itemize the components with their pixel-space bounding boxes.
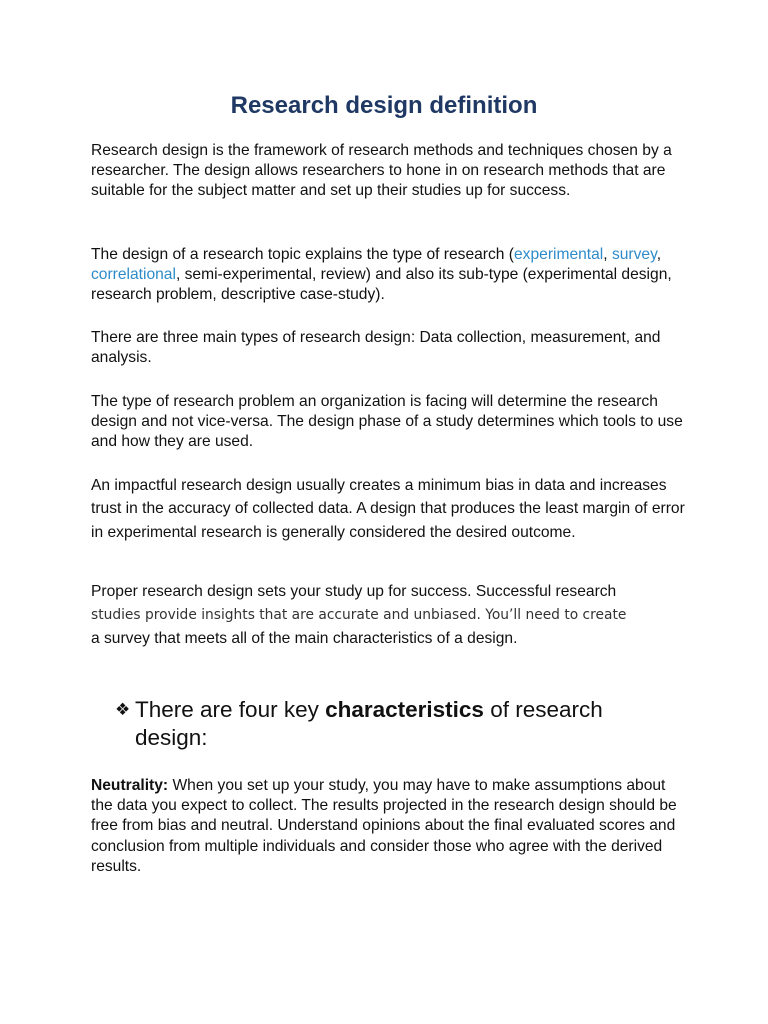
diamond-bullet-icon: ❖	[115, 700, 131, 720]
neutrality-label: Neutrality:	[91, 777, 169, 794]
link-correlational[interactable]: correlational	[91, 266, 176, 284]
link-experimental[interactable]: experimental	[514, 246, 604, 263]
paragraph-line: Proper research design sets your study up for success. Successful research	[91, 583, 617, 600]
paragraph-definition: Research design is the framework of research methods and techniques chosen by a researcher. The design allows researchers to hone in on research methods that are suitable for the subject matter and set up their studies up for success.	[91, 142, 672, 200]
link-survey[interactable]: survey	[611, 246, 657, 263]
paragraph-main-types: There are three main types of research design: Data collection, measurement, and analysis.	[91, 329, 661, 367]
separator-text: ,	[603, 246, 612, 263]
page-title: Research design definition	[230, 92, 538, 119]
paragraph-line: a survey that meets all of the main characteristics of a design.	[91, 630, 518, 647]
paragraph-proper-design	[91, 580, 691, 650]
bullet-text-start: There are four key	[135, 697, 326, 722]
bullet-heading	[115, 696, 675, 752]
paragraph-impactful-design: An impactful research design usually creates a minimum bias in data and increases trust in the accuracy of collected data. A design that produces the least margin of error in experimental research is generally considered the desired outcome.	[91, 477, 685, 541]
paragraph-research-problem: The type of research problem an organization is facing will determine the research design and not vice-versa. The design phase of a study determines which tools to use and how they are used.	[91, 393, 683, 451]
paragraph-text: , semi-experimental, review) and also its sub-type (experimental design, research problem, descriptive case-study).	[91, 266, 672, 304]
paragraph-design-types	[91, 245, 691, 306]
paragraph-line: studies provide insights that are accurate and unbiased. You’ll need to create	[91, 607, 627, 623]
bullet-text-end: of research design:	[135, 697, 603, 750]
neutrality-text: When you set up your study, you may have to make assumptions about the data you expect to collect. The results projected in the research design should be free from bias and neutral. Understand opinions about the final evaluated scores and conclusion from multiple individuals and consider those who agree with the derived results.	[91, 777, 677, 875]
paragraph-text: The design of a research topic explains the type of research (	[91, 246, 514, 263]
separator-text: ,	[656, 246, 662, 263]
bullet-heading-text	[135, 696, 675, 752]
paragraph-neutrality	[91, 776, 691, 877]
bullet-text-bold: characteristics	[325, 697, 484, 722]
